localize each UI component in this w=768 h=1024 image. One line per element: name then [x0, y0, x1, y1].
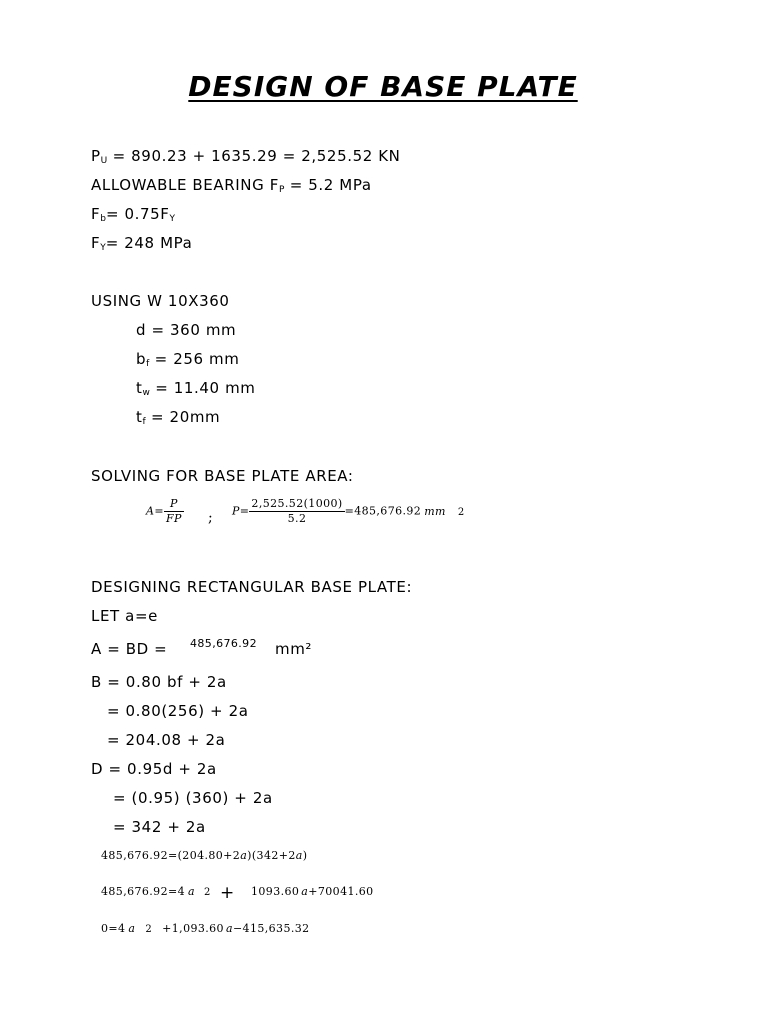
eq2-part-c: 1093.60	[251, 885, 300, 898]
eq1-part-a: 485,676.92=(204.80+2	[101, 849, 241, 862]
bf-label: b	[136, 350, 147, 368]
pu-subscript: U	[100, 156, 108, 166]
area-fraction	[164, 497, 184, 526]
fb-label: F	[91, 205, 101, 223]
load-denominator: 5.2	[287, 512, 307, 525]
area-bd-value: 485,676.92	[190, 637, 257, 650]
tf-value: = 20mm	[145, 408, 221, 426]
eq1-var-a: a	[240, 849, 248, 862]
eq2-var-a: a	[188, 885, 195, 898]
load-result: =485,676.92	[344, 504, 422, 518]
fp-label: ALLOWABLE BEARING F	[91, 176, 279, 194]
eq3-exponent: 2	[145, 924, 153, 935]
width-formula: B = 0.80 bf + 2a	[91, 673, 227, 691]
eq3-var-b: a	[225, 922, 233, 935]
fp-value: = 5.2 MPa	[284, 176, 372, 194]
width-substitution: = 0.80(256) + 2a	[107, 702, 249, 720]
eq2-part-a: 485,676.92=4	[101, 885, 185, 898]
area-lhs: A=	[146, 504, 164, 518]
eq1-var-b: a	[295, 849, 303, 862]
eq1-part-c: )(342+2	[247, 849, 296, 862]
let-line: LET a=e	[91, 607, 158, 625]
flange-thickness-line	[136, 407, 220, 432]
tf-subscript: f	[142, 417, 146, 427]
tf-label: t	[136, 408, 143, 426]
tw-subscript: w	[142, 388, 150, 398]
pu-value: = 890.23 + 1635.29 = 2,525.52 KN	[107, 147, 401, 165]
equation-final	[101, 922, 310, 937]
fy-label: F	[91, 234, 101, 252]
equation-quadratic-form	[101, 885, 211, 900]
area-numerator: P	[164, 497, 184, 512]
area-bd-line: A = BD =	[91, 640, 168, 658]
formula-separator: ;	[208, 510, 214, 526]
area-denominator: FP	[165, 512, 182, 525]
length-substitution: = (0.95) (360) + 2a	[113, 789, 273, 807]
page-title: DESIGN OF BASE PLATE	[188, 70, 578, 103]
fy-subscript: Y	[100, 243, 106, 253]
width-result: = 204.08 + 2a	[107, 731, 226, 749]
fb-mid: = 0.75F	[105, 205, 170, 223]
tw-label: t	[136, 379, 143, 397]
eq3-part-a: 0=4	[101, 922, 126, 935]
load-unit-exponent: 2	[457, 506, 465, 518]
flange-width-line	[136, 349, 239, 374]
fb-subscript-y: Y	[169, 214, 176, 224]
pu-line	[91, 146, 401, 171]
load-fraction	[249, 497, 344, 526]
equation-expanded	[101, 849, 307, 863]
fb-subscript: b	[100, 214, 106, 224]
load-formula	[232, 497, 465, 526]
area-bd-unit: mm²	[275, 640, 313, 658]
eq1-part-e: )	[302, 849, 308, 862]
fy-value: = 248 MPa	[105, 234, 193, 252]
eq2-exponent: 2	[203, 887, 211, 898]
load-numerator: 2,525.52(1000)	[251, 497, 343, 510]
eq2-part-e: +70041.60	[308, 885, 374, 898]
allowable-bearing-line	[91, 175, 372, 200]
length-result: = 342 + 2a	[113, 818, 206, 836]
web-thickness-line	[136, 378, 256, 403]
area-heading: SOLVING FOR BASE PLATE AREA:	[91, 467, 354, 485]
load-unit: mm	[424, 504, 446, 518]
equation-linear-term	[251, 885, 374, 899]
depth-line: d = 360 mm	[136, 321, 237, 339]
area-formula	[146, 497, 184, 526]
fy-line	[91, 233, 192, 258]
bf-value: = 256 mm	[149, 350, 240, 368]
length-formula: D = 0.95d + 2a	[91, 760, 217, 778]
load-lhs: P=	[232, 504, 250, 518]
eq3-part-e: −415,635.32	[232, 922, 310, 935]
fp-subscript: P	[278, 185, 285, 195]
tw-value: = 11.40 mm	[149, 379, 256, 397]
bf-subscript: f	[146, 359, 150, 369]
eq3-var-a: a	[128, 922, 136, 935]
fb-line	[91, 204, 175, 229]
eq2-var-b: a	[301, 885, 309, 898]
section-heading: USING W 10X360	[91, 292, 230, 310]
pu-label: P	[91, 147, 101, 165]
rect-heading: DESIGNING RECTANGULAR BASE PLATE:	[91, 578, 413, 596]
eq3-part-c: +1,093.60	[162, 922, 224, 935]
eq2-plus: +	[220, 883, 235, 903]
